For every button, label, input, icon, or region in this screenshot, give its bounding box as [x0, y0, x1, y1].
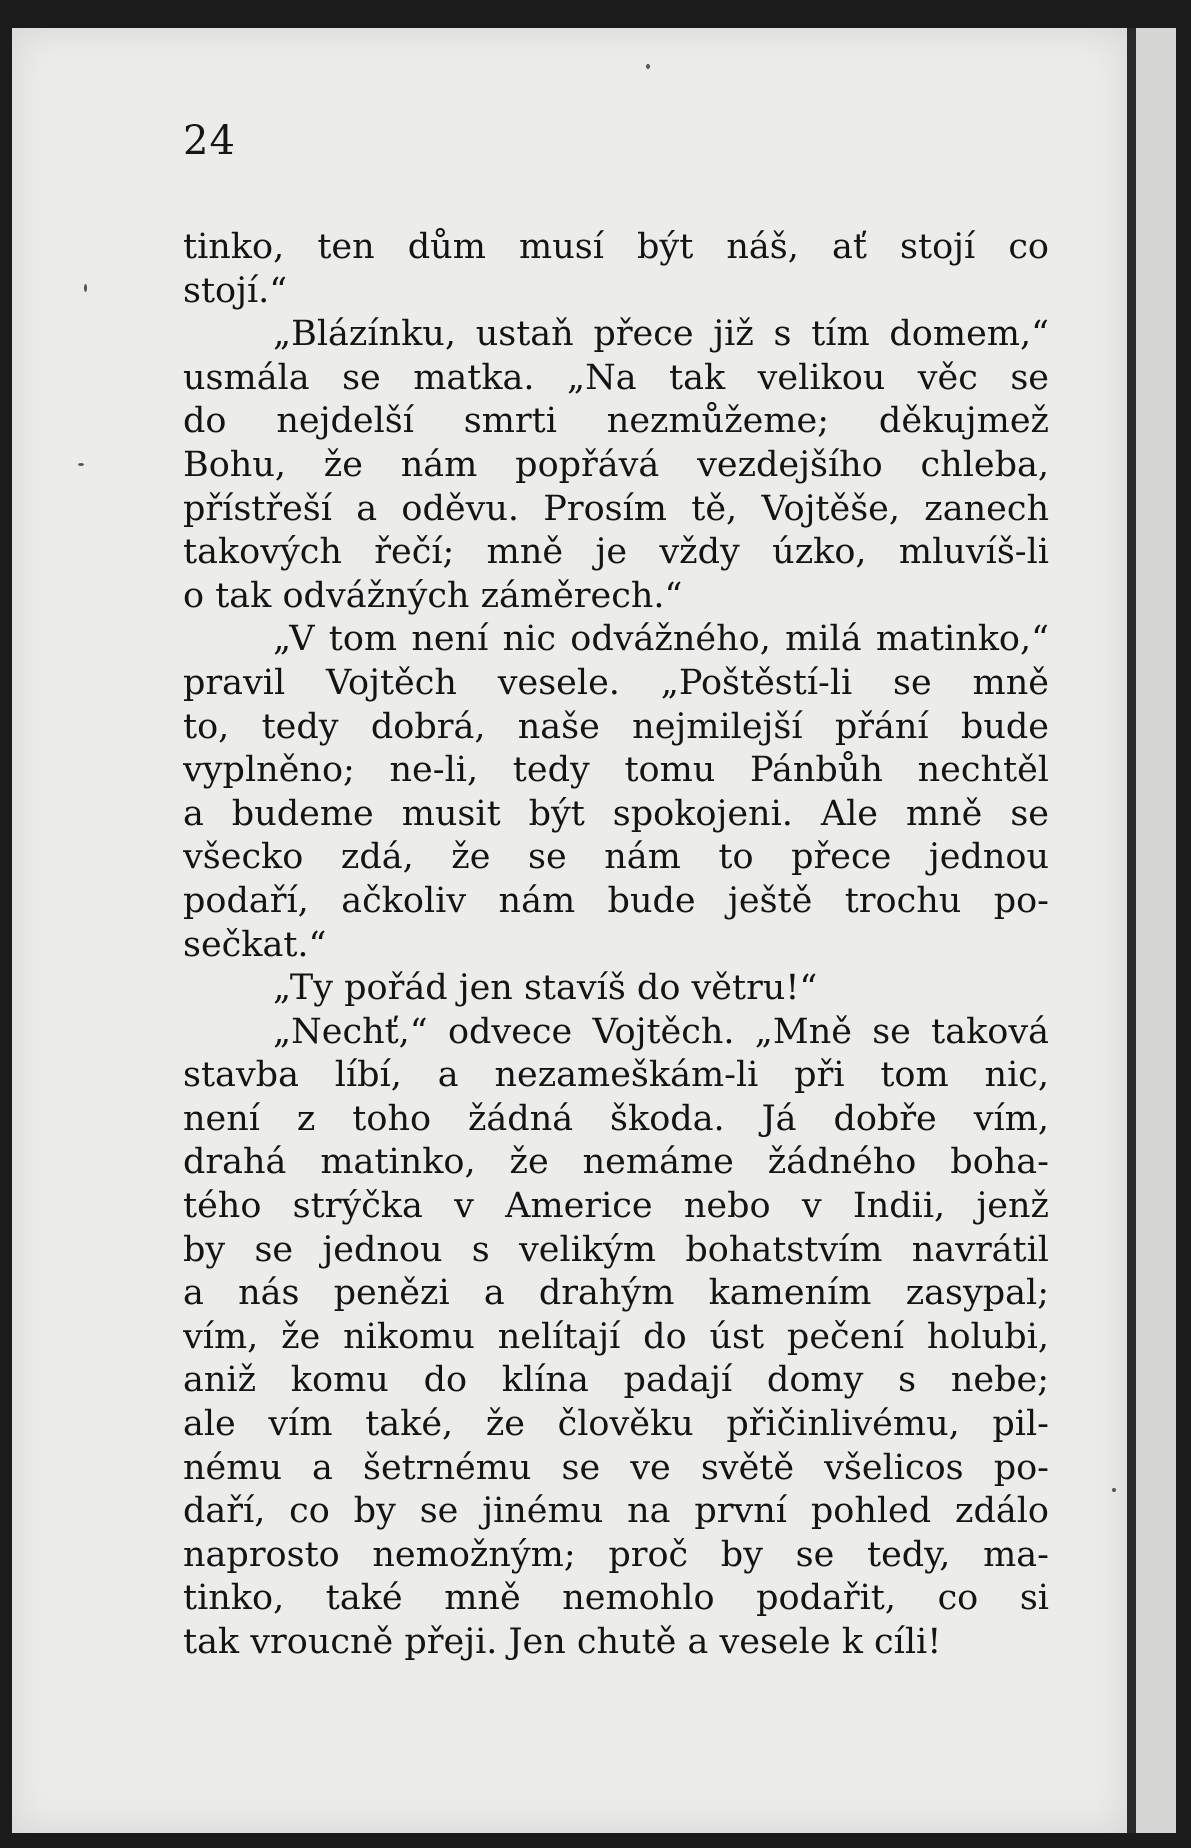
text-line: „Ty pořád jen stavíš do větru!“ [273, 968, 818, 1009]
text-line: by se jednou s velikým bohatstvím navrátil [183, 1229, 1049, 1270]
text-line: sečkat.“ [183, 924, 327, 965]
text-line: „Nechť,“ odvece Vojtěch. „Mně se taková [273, 1011, 1049, 1052]
text-line: do nejdelší smrti nezmůžeme; děkujmež [183, 401, 1049, 442]
text-line: přístřeší a oděvu. Prosím tě, Vojtěše, zanech [183, 488, 1049, 529]
dust-speck [646, 64, 650, 69]
text-line: „Blázínku, ustaň přece již s tím domem,“ [273, 314, 1049, 355]
text-line: aniž komu do klína padají domy s nebe; [183, 1360, 1049, 1401]
text-line: stojí.“ [183, 270, 288, 311]
text-line: a nás penězi a drahým kamením zasypal; [183, 1273, 1049, 1314]
dust-speck [84, 284, 87, 292]
page-number: 24 [183, 118, 236, 164]
text-line: ale vím také, že člověku přičinlivému, pil- [183, 1404, 1049, 1445]
text-line: není z toho žádná škoda. Já dobře vím, [183, 1098, 1049, 1139]
text-line: pravil Vojtěch vesele. „Poštěstí-li se mně [183, 662, 1049, 703]
text-line: o tak odvážných záměrech.“ [183, 575, 683, 616]
text-line: drahá matinko, že nemáme žádného boha- [183, 1142, 1049, 1183]
text-line: naprosto nemožným; proč by se tedy, ma- [183, 1534, 1049, 1575]
body-text [183, 226, 1049, 1665]
text-line: Bohu, že nám popřává vezdejšího chleba, [183, 444, 1049, 485]
text-line: vyplněno; ne-li, tedy tomu Pánbůh nechtěl [183, 750, 1049, 791]
text-line: podaří, ačkoliv nám bude ještě trochu po- [183, 880, 1049, 921]
dust-speck [1112, 1488, 1116, 1492]
text-line: všecko zdá, že se nám to přece jednou [183, 837, 1049, 878]
text-line: tak vroucně přeji. Jen chutě a vesele k cíli! [183, 1622, 942, 1662]
text-line: daří, co by se jinému na první pohled zdálo [183, 1491, 1049, 1532]
page-gutter [1127, 28, 1136, 1833]
text-line: to, tedy dobrá, naše nejmilejší přání bude [183, 706, 1049, 747]
text-line: takových řečí; mně je vždy úzko, mluvíš-li [183, 532, 1049, 573]
text-line: a budeme musit být spokojeni. Ale mně se [183, 793, 1049, 834]
text-line: usmála se matka. „Na tak velikou věc se [183, 357, 1049, 398]
adjacent-page-edge [1136, 28, 1176, 1833]
text-line: stavba líbí, a nezameškám-li při tom nic, [183, 1055, 1049, 1096]
dust-speck [78, 463, 84, 466]
text-line: tého strýčka v Americe nebo v Indii, jenž [183, 1186, 1049, 1227]
text-line: tinko, ten dům musí být náš, ať stojí co [183, 227, 1049, 267]
text-line: vím, že nikomu nelítají do úst pečení holubi, [183, 1316, 1049, 1357]
text-line: „V tom není nic odvážného, milá matinko,“ [273, 619, 1049, 660]
text-line: nému a šetrnému se ve světě všelicos po- [183, 1447, 1049, 1488]
text-line: tinko, také mně nemohlo podařit, co si [183, 1578, 1049, 1619]
